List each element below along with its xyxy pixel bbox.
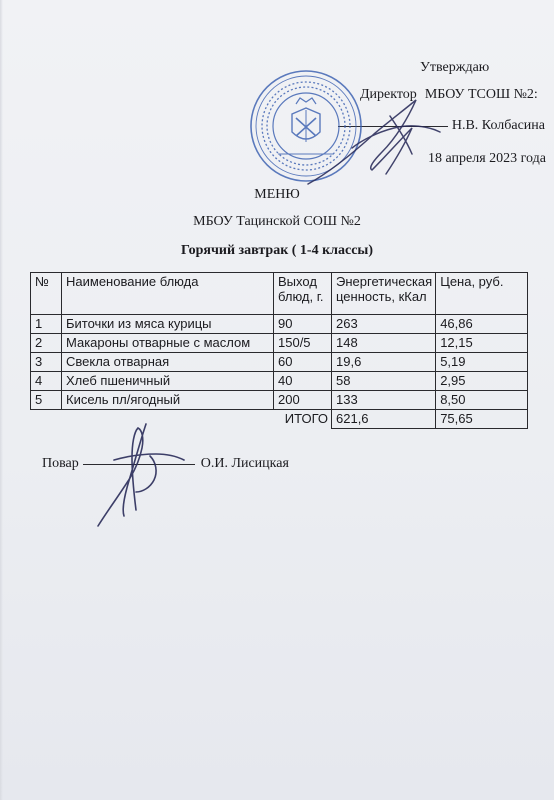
cell-dish-name: Биточки из мяса курицы xyxy=(62,315,274,334)
cell-dish-name: Макароны отварные с маслом xyxy=(62,334,274,353)
table-row xyxy=(31,315,528,334)
cell-dish-name: Хлеб пшеничный xyxy=(62,372,274,391)
cell-price: 2,95 xyxy=(436,372,528,391)
header-number: № xyxy=(31,273,62,315)
table-row xyxy=(31,334,528,353)
header-portion: Выход блюд, г. xyxy=(274,273,332,315)
total-price: 75,65 xyxy=(436,410,528,429)
approval-name: Н.В. Колбасина xyxy=(451,118,545,133)
cell-number: 5 xyxy=(31,391,62,410)
cell-dish-name: Свекла отварная xyxy=(62,353,274,372)
cook-signature-icon xyxy=(84,420,194,538)
total-label: ИТОГО xyxy=(274,410,332,429)
cell-energy: 133 xyxy=(332,391,436,410)
cell-price: 12,15 xyxy=(436,334,528,353)
approval-position-left: Директор xyxy=(360,87,417,102)
approval-date: 18 апреля 2023 года xyxy=(428,151,546,166)
approval-heading: Утверждаю xyxy=(420,60,490,75)
cell-number: 3 xyxy=(31,353,62,372)
cell-price: 8,50 xyxy=(436,391,528,410)
director-signature-icon xyxy=(300,88,450,198)
cell-energy: 148 xyxy=(332,334,436,353)
cell-price: 5,19 xyxy=(436,353,528,372)
school-name: МБОУ Тацинской СОШ №2 xyxy=(193,214,361,229)
header-energy: Энергетическая ценность, кКал xyxy=(332,273,436,315)
table-row xyxy=(31,353,528,372)
cell-energy: 19,6 xyxy=(332,353,436,372)
header-dish-name: Наименование блюда xyxy=(62,273,274,315)
cell-portion: 200 xyxy=(274,391,332,410)
cell-dish-name: Кисель пл/ягодный xyxy=(62,391,274,410)
approval-position-right: МБОУ ТСОШ №2: xyxy=(424,87,538,102)
document-title: МЕНЮ xyxy=(254,187,300,202)
cell-price: 46,86 xyxy=(436,315,528,334)
cell-number: 2 xyxy=(31,334,62,353)
cell-number: 4 xyxy=(31,372,62,391)
table-row xyxy=(31,372,528,391)
cook-name: О.И. Лисицкая xyxy=(200,456,289,471)
cell-number: 1 xyxy=(31,315,62,334)
total-energy: 621,6 xyxy=(332,410,436,429)
header-price: Цена, руб. xyxy=(436,273,528,315)
page-fold-shadow xyxy=(0,0,3,800)
cell-energy: 263 xyxy=(332,315,436,334)
meal-title: Горячий завтрак ( 1-4 классы) xyxy=(180,243,374,258)
table-header-row xyxy=(31,273,528,315)
menu-table xyxy=(30,272,528,429)
cell-portion: 60 xyxy=(274,353,332,372)
cell-portion: 40 xyxy=(274,372,332,391)
cell-portion: 150/5 xyxy=(274,334,332,353)
table-row xyxy=(31,391,528,410)
cook-label: Повар xyxy=(42,456,79,471)
cell-energy: 58 xyxy=(332,372,436,391)
total-blank-number xyxy=(31,410,62,429)
cell-portion: 90 xyxy=(274,315,332,334)
